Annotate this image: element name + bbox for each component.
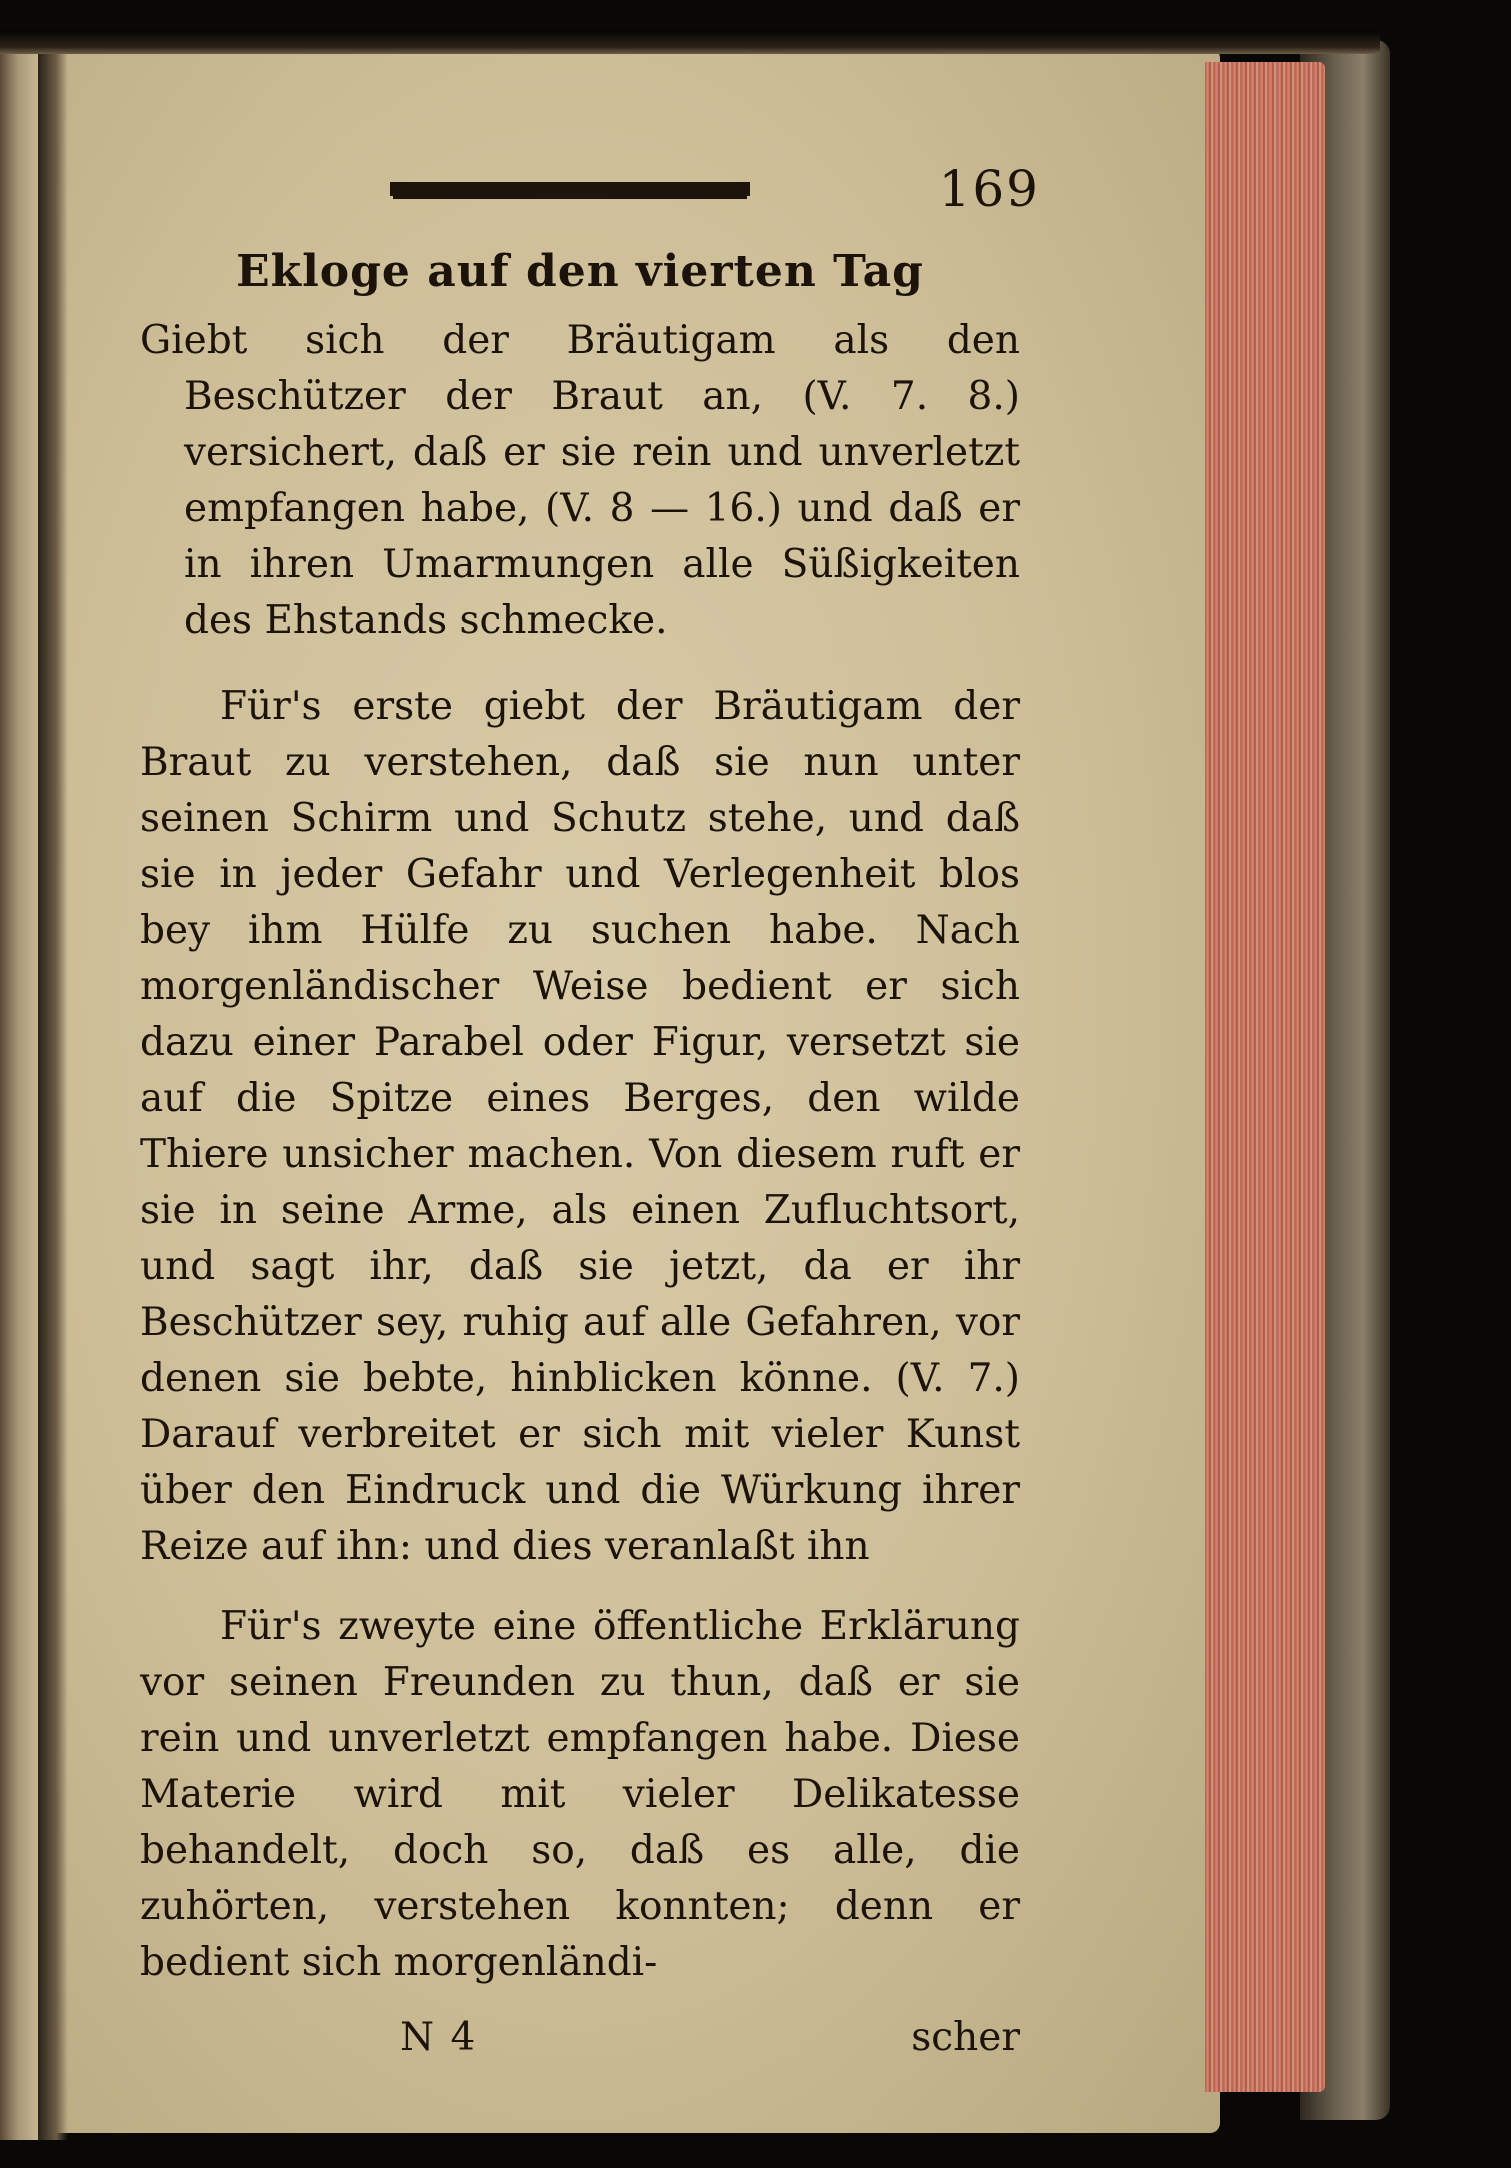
- gutter-shadow: [38, 40, 68, 2140]
- left-page-edge: [0, 40, 40, 2140]
- page-edges: [1205, 62, 1325, 2092]
- page-number: 169: [938, 160, 1040, 218]
- page-text-block: [140, 160, 1040, 2075]
- header-rule: [390, 182, 750, 196]
- body-paragraph-2: Für's zweyte eine öffentliche Erklärung vor seinen Freunden zu thun, daß er sie rein und unverletzt empfangen habe. Diese Materie wird mit vieler Delikatesse behandelt, doch so, daß es alle, die zuhörten, verstehen konnten; denn er bedient sich morgenländi-: [140, 1604, 1020, 1985]
- top-edge: [0, 30, 1380, 54]
- body-paragraph-1: Für's erste giebt der Bräutigam der Braut zu verstehen, daß sie nun unter seinen Schirm und Schutz stehe, und daß sie in jeder Gefahr und Verlegenheit blos bey ihm Hülfe zu suchen habe. Nach morgenländischer Weise bedient er sich dazu einer Parabel oder Figur, versetzt sie auf die Spitze eines Berges, den wilde Thiere unsicher machen. Von diesem ruft er sie in seine Arme, als einen Zufluchtsort, und sagt ihr, daß sie jetzt, da er ihr Beschützer sey, ruhig auf alle Gefahren, vor denen sie bebte, hinblicken könne. (V. 7.) Darauf verbreitet er sich mit vieler Kunst über den Eindruck und die Würkung ihrer Reize auf ihn: und dies veranlaßt ihn: [140, 684, 1020, 1569]
- signature-mark: N 4: [400, 2015, 478, 2060]
- page-footer: [140, 2015, 1020, 2075]
- section-title: Ekloge auf den vierten Tag: [236, 246, 924, 297]
- summary-paragraph: Giebt sich der Bräutigam als den Beschützer der Braut an, (V. 7. 8.) versichert, daß er sie rein und unverletzt empfangen habe, (V. 8 — 16.) und daß er in ihren Umarmungen alle Süßigkeiten des Ehstands schmecke.: [140, 318, 1020, 643]
- catchword: scher: [911, 2015, 1020, 2060]
- page-header: [140, 160, 1040, 240]
